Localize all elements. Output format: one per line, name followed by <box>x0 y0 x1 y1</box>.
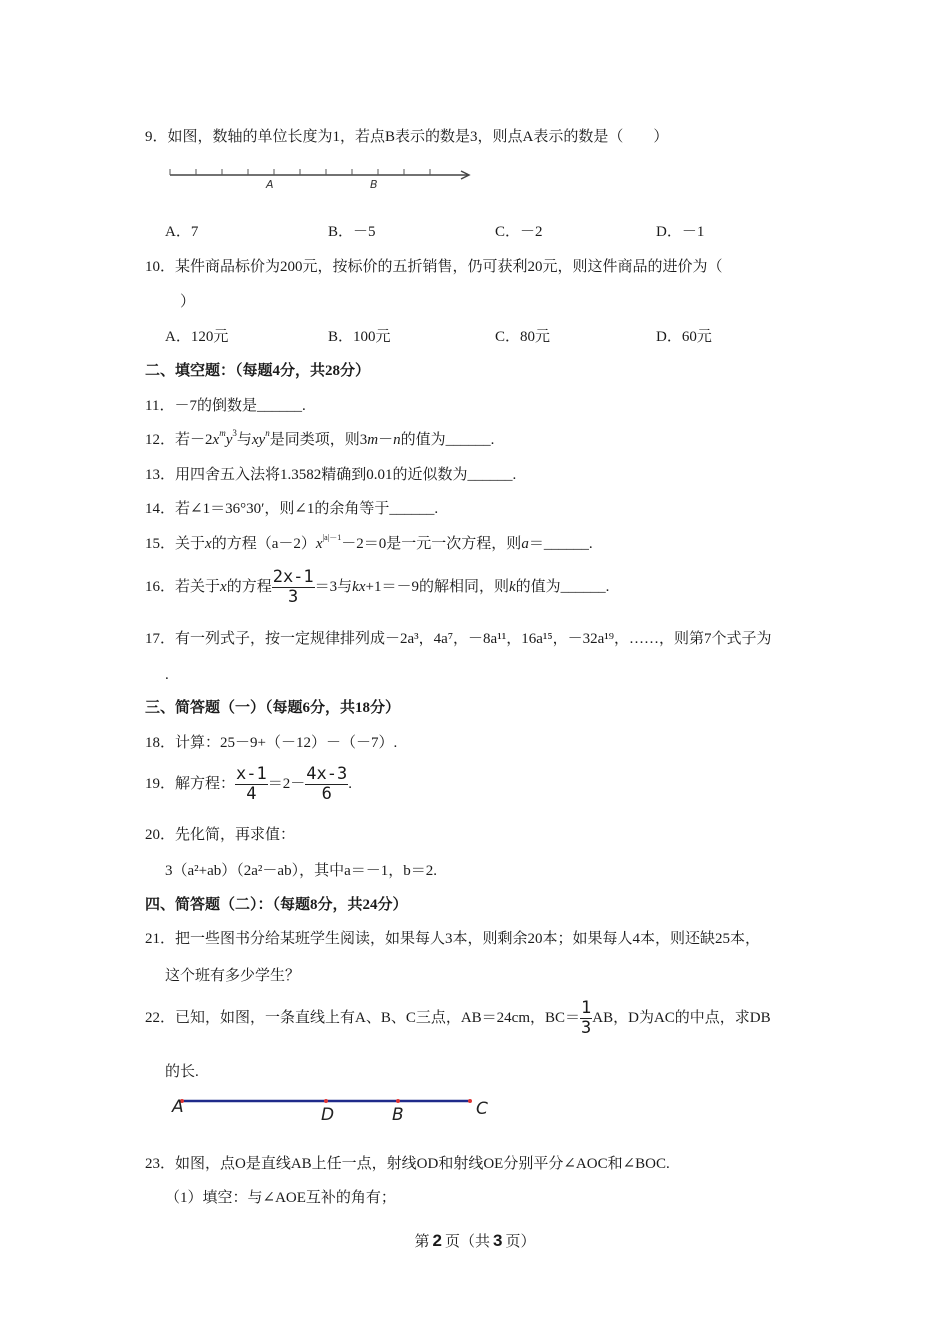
q22-text-cont: 的长. <box>165 1064 199 1080</box>
q22-text: 22．已知，如图，一条直线上有A、B、C三点，AB＝24cm，BC＝ $\frac{1}{3}$ AB，D为AC的中点，求DB <box>145 998 771 1039</box>
q10-option-d: D．60元 <box>656 329 712 345</box>
q17-text-cont: . <box>165 667 169 683</box>
q22-fraction: $\frac{1}{3}$ <box>581 998 592 1039</box>
q20-expression: 3（a²+ab）（2a²－ab），其中a＝－1，b＝2. <box>165 863 437 879</box>
q23-text: 23．如图，点O是直线AB上任一点，射线OD和射线OE分别平分∠AOC和∠BOC. <box>145 1156 670 1172</box>
q9-option-b: B．－5 <box>328 224 376 240</box>
page-footer: 第 2 页（共 3 页） <box>414 1231 536 1250</box>
section-2-heading: 二、填空题：（每题4分，共28分） <box>145 363 371 379</box>
number-line-figure <box>168 163 478 193</box>
q10-option-b: B．100元 <box>328 329 391 345</box>
q10-text: 10．某件商品标价为200元，按标价的五折销售，仍可获利20元，则这件商品的进价为（ <box>145 259 723 275</box>
segment-figure <box>170 1092 500 1128</box>
q19-fraction-2: $\frac{4x-3}{6}$ <box>306 764 348 805</box>
q19-fraction-1: $\frac{x-1}{4}$ <box>236 764 267 805</box>
q10-text-cont: ） <box>180 294 196 310</box>
section-4-heading: 四、简答题（二）：（每题8分，共24分） <box>145 897 408 913</box>
q9-option-d: D．－1 <box>656 224 705 240</box>
q9-text: 9．如图，数轴的单位长度为1，若点B表示的数是3，则点A表示的数是（ ） <box>145 129 669 145</box>
q9-option-c: C．－2 <box>495 224 543 240</box>
q10-option-a: A．120元 <box>165 329 229 345</box>
label-b: B <box>392 1105 404 1125</box>
q18-text: 18．计算：25－9+（－12）－（－7）. <box>145 735 398 751</box>
point-c <box>468 1099 472 1103</box>
q23-part-1: （1）填空：与∠AOE互补的角有； <box>165 1190 396 1206</box>
section-3-heading: 三、简答题（一）（每题6分，共18分） <box>145 700 401 716</box>
point-d <box>324 1099 328 1103</box>
label-d: D <box>321 1105 335 1125</box>
q21-text-cont: 这个班有多少学生？ <box>165 968 301 984</box>
fig-label-a: A <box>266 178 274 191</box>
point-b <box>396 1099 400 1103</box>
q14-text: 14．若∠1＝36°30′，则∠1的余角等于______. <box>145 501 439 517</box>
q12-text: 12．若$-2x^my^3$与$xy^n$是同类项，则3m－n的值为______. <box>145 428 495 448</box>
label-c: C <box>476 1099 488 1119</box>
q21-text: 21．把一些图书分给某班学生阅读，如果每人3本，则剩余20本；如果每人4本，则还缺25本， <box>145 931 761 947</box>
page-number: 2 <box>432 1231 442 1250</box>
number-line-ticks <box>170 169 430 175</box>
fig-label-b: B <box>370 178 378 191</box>
q10-option-c: C．80元 <box>495 329 551 345</box>
q19-text: 19．解方程： $\frac{x-1}{4}$ ＝2－ $\frac{4x-3}{6}$ . <box>145 764 352 805</box>
q17-text: 17．有一列式子，按一定规律排列成－2a³，4a⁷，－8a¹¹，16a¹⁵，－32a¹⁹，……，则第7个式子为 <box>145 631 772 647</box>
q11-text: 11．－7的倒数是______. <box>145 398 306 414</box>
label-a: A <box>172 1097 184 1117</box>
q9-option-a: A．7 <box>165 224 199 240</box>
q16-fraction: $\frac{2x-1}{3}$ <box>272 567 314 608</box>
q13-text: 13．用四舍五入法将1.3582精确到0.01的近似数为______. <box>145 467 517 483</box>
q15-text: 15．关于x的方程$(a-2)x^{|a|-1}-2=0$是一元一次方程，则a＝______. <box>145 533 593 552</box>
q20-text: 20．先化简，再求值： <box>145 827 296 843</box>
page-total: 3 <box>493 1231 503 1250</box>
q16-text: 16．若关于x的方程 $\frac{2x-1}{3}$ ＝3与kx+1＝－9的解相同，则k的值为______. <box>145 567 610 608</box>
